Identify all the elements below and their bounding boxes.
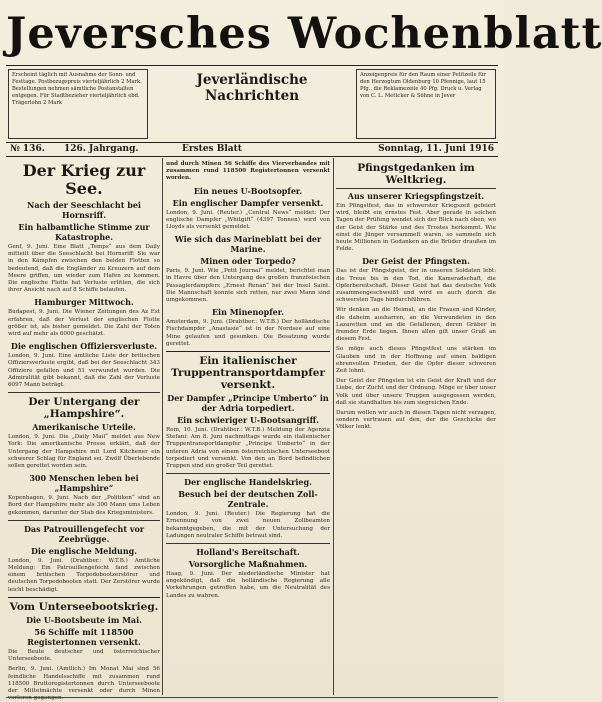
dateline-bar xyxy=(6,142,498,157)
article-text: Darum wollen wir auch in diesen Tagen nicht verzagen, sondern vertrauen auf den, der die Geschicke der Völker lenkt. xyxy=(336,410,496,431)
subheadline: Die U-Bootsbeute im Mai. xyxy=(26,614,142,625)
section-rule xyxy=(8,520,160,521)
article-text: Budapest, 9. Juni. Die Wiener Zeitungen des Az Est erfahren, daß der Verlust der englischen Flotte größer ist, als bisher gemeldet. Die Zahl der Toten wird auf mehr als 6000 geschätzt. xyxy=(8,309,160,338)
column-2 xyxy=(166,160,330,695)
subheadline: Ein englischer Dampfer versenkt. xyxy=(172,197,324,208)
subheadline: 300 Menschen leben bei „Hampshire“ xyxy=(29,473,139,494)
section-rule xyxy=(166,473,330,474)
article-text: Rom, 10. Juni. (Drahtber.: W.T.B.) Meldung der Agenzia Stefani: Am 8. Juni nachmittags wurde ein italienischer Truppentransportdampfer „Principe Umberto“ in der unteren Adria von einem österreichischen Unterseeboot torpediert und versenkt. Von den an Bord befindlichen Truppen sind ein großer Teil gerettet. xyxy=(166,427,330,470)
masthead-subtitle xyxy=(180,72,324,104)
subheadline: Besuch bei der deutschen Zoll-Zentrale. xyxy=(178,489,318,510)
sheet-label: Erstes Blatt xyxy=(182,144,242,154)
article-text: London, 9. Juni. (Reuter.) „Central News“ meldet: Der englische Dampfer „Whitgift“ (4397 Tonnen) wird von Lloyds als versenkt gemeldet. xyxy=(166,209,330,231)
subheadline: Der Geist der Pfingsten. xyxy=(362,256,470,267)
volume-number: 126. Jahrgang. xyxy=(64,144,139,154)
column-1 xyxy=(8,160,160,702)
subheadline: Ein schwieriger U-Bootsangriff. xyxy=(177,415,319,426)
article-text: London, 9. Juni. (Reuter.) Die Regierung hat die Ernennung von zwei neuen Zollbeamten bekanntgegeben, die mit der Untersuchung der Ladungen neutraler Schiffe betraut sind. xyxy=(166,511,330,539)
masthead-rule xyxy=(6,65,498,66)
article-text: Wir denken an die Heimat, an die Frauen und Kinder, die daheim ausharren, an die Verwundeten in den Lazaretten und an die Gefallenen, deren Gräber in fremder Erde liegen. Ihnen allen gilt unser Gruß an diesem Fest. xyxy=(336,307,496,343)
subscription-info-box: Erscheint täglich mit Ausnahme der Sonn- und Festtage. Postbezugspreis vierteljährlich 2 Mark. Bestellungen nehmen sämtliche Postanstalten entgegen. Für Stadtbezieher vierteljährlich ebd. Trägerlohn 2 Mark xyxy=(8,69,148,139)
subheadline: Ein Minenopfer. xyxy=(211,307,285,318)
headline-submarine-war: Vom Unterseebootskrieg. xyxy=(9,600,159,613)
article-text: London, 9. Juni. Eine amtliche Liste der britischen Offiziersverluste ergibt, daß bei der Seeschlacht 343 Offiziere gefallen und 51 verwundet wurden. Die Admiralität gibt bekannt, daß die Zahl der Verluste 6097 Mann beträgt. xyxy=(8,353,160,389)
column-3 xyxy=(336,160,496,695)
article-text: London, 9. Juni. (Drahtber.: W.T.B.) Amtliche Meldung: Ein Patrouillengefecht fand zwischen einem britischen Torpedobootzerstörer und deutschen Torpedobooten statt. Der Zerstörer wurde leicht beschädigt. xyxy=(8,557,160,593)
subheadline: Vorsorgliche Maßnahmen. xyxy=(188,559,308,570)
advertising-rates-box: Anzeigenpreis für den Raum einer Petitzeile für den Herzogtum Oldenburg 10 Pfennige, laut 15 Pfg., die Reklamezeile 40 Pfg. Druck u. Verlag von C. L. Mettcker & Söhne in Jever xyxy=(356,69,496,139)
headline-naval-war: Der Krieg zur See. xyxy=(22,161,146,198)
subheadline: Wie sich das Marineblatt bei der Marine. xyxy=(174,234,322,255)
subtitle-line-2: Nachrichten xyxy=(204,88,300,104)
headline-hampshire: Der Untergang der „Hampshire“. xyxy=(28,396,140,421)
column-divider xyxy=(333,158,334,695)
subtitle-line-1: Jeverländische xyxy=(196,72,308,88)
article-text: Berlin, 9. Juni. (Amtlich.) Im Monat Mai sind 56 feindliche Handelsschiffe mit zusammen rund 118500 Bruttoregistertonnen durch Unterseeboote der Mittelmächte versenkt oder durch Minen verloren gegangen. xyxy=(8,666,160,702)
section-rule xyxy=(166,543,330,544)
issue-number: № 136. xyxy=(10,144,45,154)
article-text: London, 9. Juni. Die „Daily Mail“ meldet aus New York: Die amerikanische Presse erklärt, daß der Untergang der Hampshire mit Lord Kitchener ein schwerer Schlag für England sei. Zwölf Überlebende sollen gerettet worden sein. xyxy=(8,434,160,470)
subheadline: Minen oder Torpedo? xyxy=(200,256,296,267)
section-rule xyxy=(166,351,330,352)
headline-troop-transport: Ein italienischer Truppentransportdampfer versenkt. xyxy=(171,355,325,392)
bottom-rule xyxy=(6,697,498,698)
subheadline: Nach der Seeschlacht bei Hornsriff. xyxy=(27,200,141,220)
article-text: Das ist der Pfingstgeist, der in unseren Soldaten lebt: die Treue bis in den Tod, die Kameradschaft, die Opferbereitschaft. Dieser Geist hat das deutsche Volk zusammengeschweißt und wird es auch durch die schwersten Tage hindurchführen. xyxy=(336,268,496,304)
subheadline: Hamburger Mittwoch. xyxy=(34,297,134,308)
article-text: Paris, 9. Juni. Wie „Petit Journal“ meldet, berichtet man in Havre über den Untergang des großen französischen Passagierdampfers „Ernest Renan“ bei der Insel Saint. Die Mannschaft konnte sich retten, nur zwei Mann sind umgekommen. xyxy=(166,268,330,304)
subheadline: Die englischen Offiziersverluste. xyxy=(10,341,158,352)
subheadline: Der Dampfer „Principe Umberto“ in der Adria torpediert. xyxy=(167,393,329,414)
headline-trade-war: Der englische Handelskrieg. xyxy=(184,477,312,488)
column-divider xyxy=(162,158,163,695)
headline-pentecost: Pfingstgedanken im Weltkrieg. xyxy=(336,162,496,189)
subheadline: Ein halbamtliche Stimme zur Katastrophe. xyxy=(18,222,150,242)
article-text: Genf, 9. Juni. Eine Blatt „Temps“ aus dem Daily mitteilt über die Seeschlacht bei Hornsriff: Sie war in den Kämpfen zwischen den beiden Flotten so bedeutend, daß die Engländer zu Kreuzern auf dem Meere griffen, um wieder zum Hafen zu kommen. Die englische Flotte hat Verluste erlitten, die sich ihrer Ansicht nach auf 8 Schiffe belaufen. xyxy=(8,244,160,294)
article-text: So möge auch dieses Pfingstfest uns stärken im Glauben und in der Hoffnung auf einen baldigen ehrenvollen Frieden, der die Opfer dieser schweren Zeit lohnt. xyxy=(336,346,496,375)
section-rule xyxy=(8,597,160,598)
article-text: Ein Pfingstfest, das in schwerster Kriegszeit gefeiert wird, bleibt ein ernstes Fest. Aber gerade in solchen Tagen der Prüfung wendet sich der Blick nach oben, wo der Geist der Stärke und des Trostes herkommt. Wie einst die Jünger versammelt waren, so sammeln sich heute Millionen in Gedanken an die Brüder draußen im Felde. xyxy=(336,203,496,253)
subheadline: Aus unserer Kriegspfingstzeit. xyxy=(347,191,485,201)
section-rule xyxy=(8,392,160,393)
article-text: Der Geist der Pfingsten ist ein Geist der Kraft und der Liebe, der Zucht und der Ordnung. Möge er über unser Volk und über unsere Truppen ausgegossen werden, daß sie standhalten bis zum siegreichen Ende. xyxy=(336,378,496,406)
article-text: Kopenhagen, 9. Juni. Nach der „Politiken“ sind an Bord der Hampshire mehr als 300 Mann ums Leben gekommen, darunter der Stab des Kriegsministers. xyxy=(8,495,160,516)
article-text: Die Beute deutscher und österreichischer Unterseeboote. xyxy=(8,648,160,663)
subheadline: Die englische Meldung. xyxy=(30,545,138,556)
subheadline: Amerikanische Urteile. xyxy=(32,422,136,433)
headline-new-uboat-victim: Ein neues U-Bootsopfer. xyxy=(193,185,303,196)
headline-patrol: Das Patrouillengefecht vor Zeebrügge. xyxy=(23,523,145,544)
issue-date: Sonntag, 11. Juni 1916 xyxy=(378,144,494,154)
headline-holland: Holland's Bereitschaft. xyxy=(196,547,300,558)
subheadline: 56 Schiffe mit 118500 Registertonnen versenkt. xyxy=(27,626,141,647)
article-text: Haag, 9. Juni. Der niederländische Minister hat angekündigt, daß die holländische Regierung alle Vorkehrungen getroffen habe, um die Neutralität des Landes zu wahren. xyxy=(166,571,330,599)
article-text: und durch Minen 56 Schiffe des Vierverbandes mit zusammen rund 118500 Registertonnen versenkt worden. xyxy=(166,161,330,182)
article-text: Amsterdam, 9. Juni. (Drahtber.: W.T.B.) Der holländische Fischdampfer „Anastasie“ ist in der Nordsee auf eine Mine gelaufen und gesunken. Die Besatzung wurde gerettet. xyxy=(166,319,330,347)
masthead-title: Jeversches Wochenblatt xyxy=(6,9,602,59)
